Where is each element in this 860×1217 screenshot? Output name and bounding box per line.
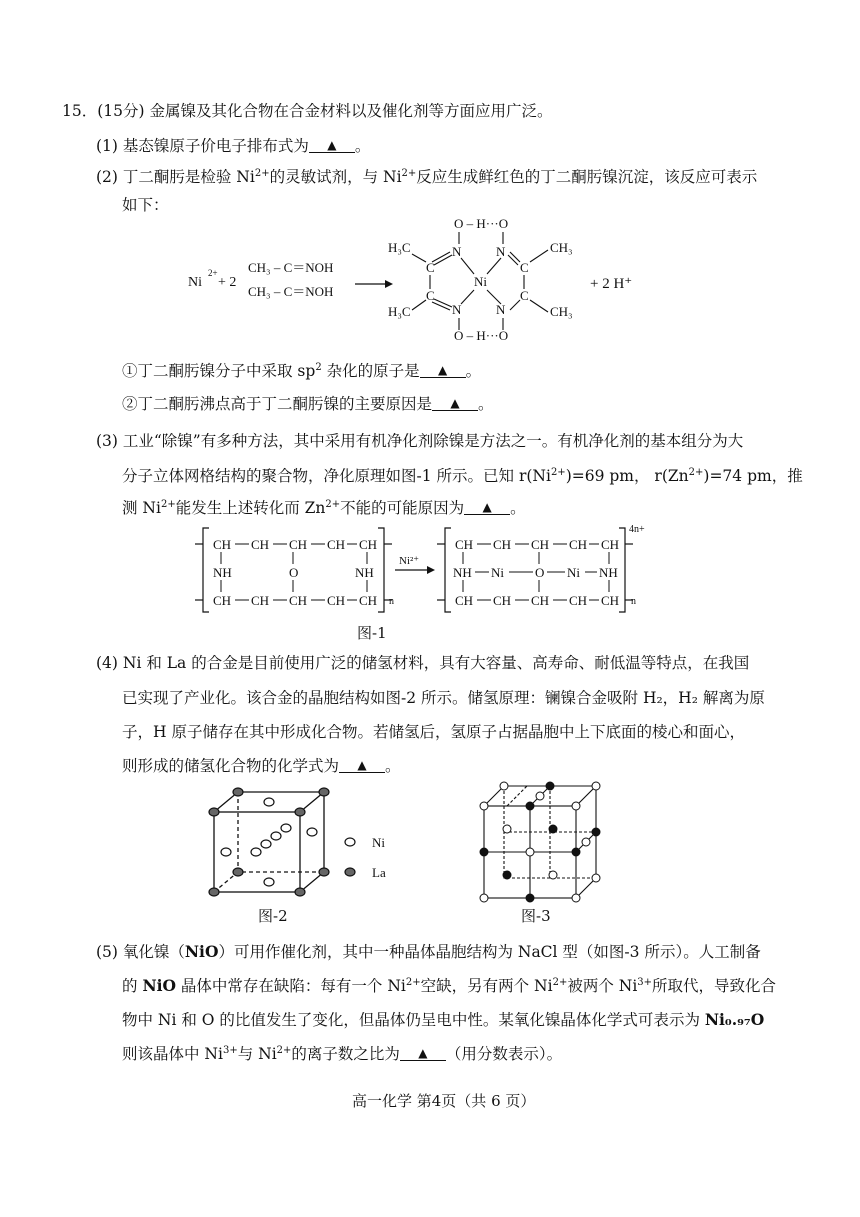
part5-line1: (5) 氧化镍（NiO）可用作催化剂，其中一种晶体晶胞结构为 NaCl 型（如图-3 所示）。人工制备: [96, 942, 761, 961]
answer-blank[interactable]: ▲: [432, 396, 478, 411]
svg-text:O: O: [289, 565, 299, 580]
part4-line4: 则形成的储氢化合物的化学式为 ▲ 。: [122, 757, 401, 775]
part2-line2: 如下：: [122, 196, 169, 214]
answer-blank[interactable]: ▲: [309, 138, 355, 153]
svg-text:CH: CH: [251, 593, 270, 608]
svg-text:2+: 2+: [208, 268, 218, 278]
svg-text:CH: CH: [327, 537, 346, 552]
legend-ni-marker: [345, 838, 355, 846]
svg-text:O – H···O: O – H···O: [454, 216, 509, 231]
part2-line1: (2) 丁二酮肟是检验 $Ni^{2+}$的灵敏试剂，与 $Ni^{2+}$反应生成鲜红色的丁二酮肟镍沉淀，该反应可表示: [96, 167, 758, 186]
svg-text:CH: CH: [455, 537, 474, 552]
svg-text:C: C: [520, 260, 529, 275]
svg-text:H₃C: H₃C: [388, 240, 411, 255]
svg-text:CH: CH: [493, 593, 512, 608]
part4-line2: 已实现了产业化。该合金的晶胞结构如图-2 所示。储氢原理：镧镍合金吸附 H₂，H₂ 解离为原: [122, 689, 765, 707]
svg-text:CH: CH: [359, 537, 378, 552]
answer-blank[interactable]: ▲: [420, 363, 466, 378]
page-footer: 高一化学 第4页（共 6 页）: [352, 1092, 536, 1110]
answer-blank[interactable]: ▲: [464, 500, 510, 515]
svg-text:+ 2: + 2: [218, 275, 237, 290]
figure-1-caption: 图-1: [357, 624, 387, 642]
figure-3-caption: 图-3: [521, 907, 551, 925]
part5-line4: 则该晶体中 $Ni^{3+}$与 $Ni^{2+}$的离子数之比为 ▲ （用分数表示）。: [122, 1044, 563, 1063]
svg-text:N: N: [496, 244, 506, 259]
part4-line1: (4) Ni 和 La 的合金是目前使用广泛的储氢材料，具有大容量、高寿命、耐低温等特点，在我国: [96, 654, 750, 672]
svg-text:CH: CH: [327, 593, 346, 608]
part3-line3: 测 $Ni^{2+}$能发生上述转化而 $Zn^{2+}$不能的可能原因为 ▲ 。: [122, 498, 526, 517]
svg-text:CH: CH: [531, 537, 550, 552]
legend-ni: Ni: [372, 835, 385, 850]
part5-line2: 的 NiO 晶体中常存在缺陷：每有一个 $Ni^{2+}$空缺，另有两个 $Ni^{2+}$被两个 $Ni^{3+}$所取代，导致化合: [122, 976, 777, 995]
svg-text:CH: CH: [213, 537, 232, 552]
part1: (1) 基态镍原子价电子排布式为 ▲ 。: [96, 137, 371, 155]
svg-text:CH₃: CH₃: [550, 240, 573, 255]
svg-text:Ni²⁺: Ni²⁺: [399, 555, 420, 567]
ni-center: Ni: [474, 274, 487, 289]
svg-text:CH: CH: [493, 537, 512, 552]
svg-text:CH: CH: [251, 537, 270, 552]
legend-la: La: [372, 865, 386, 880]
svg-text:N: N: [496, 302, 506, 317]
svg-text:Ni: Ni: [491, 565, 504, 580]
svg-text:CH: CH: [213, 593, 232, 608]
svg-text:H₃C: H₃C: [388, 304, 411, 319]
legend-la-marker: [345, 868, 355, 876]
svg-text:C: C: [426, 288, 435, 303]
svg-text:CH: CH: [289, 593, 308, 608]
svg-text:NH: NH: [213, 565, 232, 580]
svg-text:CH: CH: [601, 593, 620, 608]
svg-text:CH: CH: [359, 593, 378, 608]
svg-text:4n+: 4n+: [629, 524, 645, 535]
part2-sub1: ①丁二酮肟镍分子中采取 $sp^2$ 杂化的原子是 ▲ 。: [122, 361, 482, 380]
svg-text:C: C: [520, 288, 529, 303]
figure-2-caption: 图-2: [258, 907, 288, 925]
reaction-diagram: [180, 212, 660, 354]
svg-text:n: n: [389, 596, 394, 607]
svg-text:CH: CH: [569, 537, 588, 552]
svg-text:CH: CH: [601, 537, 620, 552]
part5-line3: 物中 Ni 和 O 的比值发生了变化，但晶体仍呈电中性。某氧化镍晶体化学式可表示为 Ni₀.₉₇O: [122, 1010, 765, 1029]
reactant-line1: CH₃ – C＝NOH: [248, 260, 334, 275]
figure-1: [195, 520, 665, 620]
question-intro: 15．(15分) 金属镍及其化合物在合金材料以及催化剂等方面应用广泛。: [62, 102, 553, 120]
svg-text:O: O: [535, 565, 545, 580]
svg-text:CH: CH: [569, 593, 588, 608]
ni-ion: Ni: [188, 275, 202, 290]
svg-text:n: n: [631, 596, 636, 607]
svg-text:N: N: [452, 302, 462, 317]
svg-text:NH: NH: [355, 565, 374, 580]
figure-3: [476, 778, 606, 908]
part3-line2: 分子立体网格结构的聚合物，净化原理如图-1 所示。已知 $r(Ni^{2+})=69$ pm， $r(Zn^{2+})=74$ pm，推: [122, 466, 803, 485]
svg-text:CH₃: CH₃: [550, 304, 573, 319]
answer-blank[interactable]: ▲: [339, 758, 385, 773]
svg-text:N: N: [452, 244, 462, 259]
answer-blank[interactable]: ▲: [400, 1046, 446, 1061]
svg-text:NH: NH: [599, 565, 618, 580]
part2-sub2: ②丁二酮肟沸点高于丁二酮肟镍的主要原因是 ▲ 。: [122, 395, 494, 413]
part3-line1: (3) 工业“除镍”有多种方法，其中采用有机净化剂除镍是方法之一。有机净化剂的基本组分为大: [96, 432, 744, 450]
svg-text:+ 2 H⁺: + 2 H⁺: [590, 276, 633, 292]
svg-text:Ni: Ni: [567, 565, 580, 580]
figure-2: [200, 782, 410, 907]
svg-text:NH: NH: [453, 565, 472, 580]
svg-text:CH: CH: [289, 537, 308, 552]
svg-text:CH: CH: [531, 593, 550, 608]
part4-line3: 子，H 原子储存在其中形成化合物。若储氢后，氢原子占据晶胞中上下底面的棱心和面心，: [122, 723, 745, 741]
svg-text:O – H···O: O – H···O: [454, 328, 509, 343]
svg-text:CH: CH: [455, 593, 474, 608]
svg-text:C: C: [426, 260, 435, 275]
reactant-line2: CH₃ – C＝NOH: [248, 284, 334, 299]
